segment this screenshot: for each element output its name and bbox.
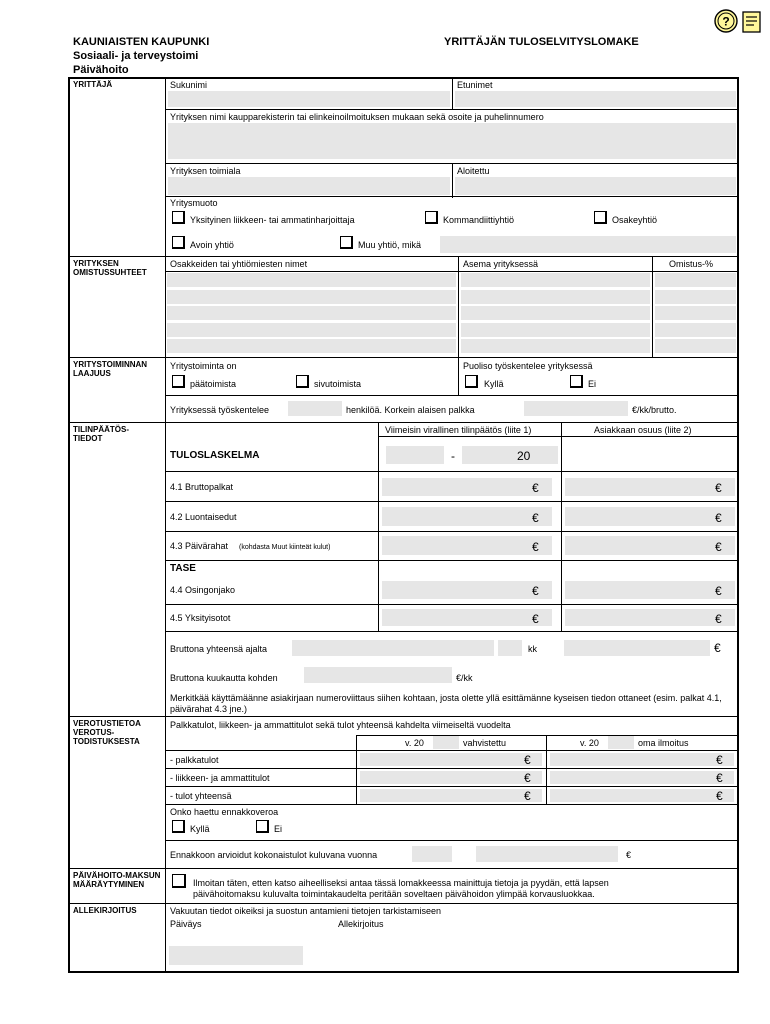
row-luontaisedut-field-1[interactable] — [382, 507, 552, 526]
row-paivarahat-field-2[interactable] — [565, 536, 735, 555]
label-ennakkovero-kylla: Kyllä — [190, 824, 210, 834]
row-yhteensa-field-2[interactable] — [550, 789, 734, 802]
header-nimet: Osakkeiden tai yhtiömiesten nimet — [170, 259, 308, 269]
row-separator — [166, 501, 738, 502]
row-bruttopalkat-euro-2: € — [715, 481, 722, 495]
yksityinen-checkbox[interactable] — [172, 211, 185, 224]
label-allekirjoitus: Allekirjoitus — [338, 919, 384, 929]
row-palkkatulot-field-1[interactable] — [360, 753, 542, 766]
row-separator — [166, 560, 738, 561]
owner-name-field[interactable] — [167, 273, 456, 287]
paivays-field[interactable] — [169, 946, 303, 965]
owner-position-field[interactable] — [461, 290, 650, 304]
label-henkiloa: henkilöä. Korkein alaisen palkka — [346, 405, 475, 415]
row-liikkeen-euro-1: € — [524, 771, 531, 785]
v1-year-field[interactable] — [433, 736, 459, 749]
puoliso-ei-checkbox[interactable] — [570, 375, 583, 388]
muu-field[interactable] — [440, 236, 736, 253]
row-osingonjako-field-1[interactable] — [382, 581, 552, 599]
owner-name-field[interactable] — [167, 306, 456, 320]
muu-checkbox[interactable] — [340, 236, 353, 249]
paatoimisto-checkbox[interactable] — [172, 375, 185, 388]
row-separator — [166, 786, 738, 787]
section-allekirjoitus: ALLEKIRJOITUS — [73, 906, 137, 915]
svg-text:?: ? — [722, 14, 730, 29]
row-yhteensa-field-1[interactable] — [360, 789, 542, 802]
row-paivarahat-euro-2: € — [715, 540, 722, 554]
label-puoliso-ei: Ei — [588, 379, 597, 389]
label-yksityinen: Yksityinen liikkeen- tai ammatinharjoittaja — [190, 215, 355, 225]
separator — [69, 256, 738, 257]
row-yksityisotot-field-2[interactable] — [565, 609, 735, 626]
label-arvioidut: Ennakkoon arvioidut kokonaistulot kuluvana vuonna — [170, 850, 378, 860]
header-asiakas: Asiakkaan osuus (liite 2) — [594, 425, 692, 435]
row-separator — [166, 768, 738, 769]
label-tyoskentelee: Yrityksessä työskentelee — [170, 405, 270, 415]
owner-position-field[interactable] — [461, 306, 650, 320]
row-liikkeen-label: - liikkeen- ja ammattitulot — [170, 773, 270, 783]
label-brutto-ajalta: Bruttona yhteensä ajalta — [170, 644, 268, 654]
row-paivarahat-note: (kohdasta Muut kiinteät kulut) — [239, 544, 331, 551]
label-paivays: Päiväys — [170, 919, 202, 929]
toimiala-field[interactable] — [168, 177, 450, 195]
row-luontaisedut-label: 4.2 Luontaisedut — [170, 512, 237, 522]
notes-icon[interactable] — [743, 12, 760, 32]
owner-name-field[interactable] — [167, 323, 456, 337]
label-verotus-heading: Palkkatulot, liikkeen- ja ammattitulot sekä tulot yhteensä kahdelta viimeiseltä vuodelta — [170, 720, 511, 730]
v1-suffix: vahvistettu — [463, 738, 507, 748]
brutto-asiakas-field[interactable] — [564, 640, 710, 656]
label-avoin: Avoin yhtiö — [190, 240, 234, 250]
v2-suffix: oma ilmoitus — [638, 738, 689, 748]
row-paivarahat-field-1[interactable] — [382, 536, 552, 555]
label-kommandiitti: Kommandiittiyhtiö — [443, 215, 515, 225]
euro-sign: € — [714, 641, 721, 655]
row-yhteensa-euro-1: € — [524, 789, 531, 803]
org-name: KAUNIAISTEN KAUPUNKI — [73, 36, 210, 48]
row-liikkeen-field-2[interactable] — [550, 771, 734, 784]
maksu-text-1: Ilmoitan täten, etten katso aiheelliseksi antaa tässä lomakkeessa mainittuja tietoja ja pyydän, että lapsen — [193, 878, 609, 888]
label-yritys-nimi: Yrityksen nimi kaupparekisterin tai elinkeinoilmoituksen mukaan sekä osoite ja puhelinnumero — [170, 112, 544, 122]
row-osingonjako-euro-1: € — [532, 584, 539, 598]
puoliso-kylla-checkbox[interactable] — [465, 375, 478, 388]
label-toiminta-on: Yritystoiminta on — [170, 361, 237, 371]
v2-year-field[interactable] — [608, 736, 634, 749]
section-divider — [165, 78, 166, 973]
row-yksityisotot-euro-1: € — [532, 612, 539, 626]
label-vakuutan: Vakuutan tiedot oikeiksi ja suostun antamieni tietojen tarkistamiseen — [170, 906, 441, 916]
henkilot-field[interactable] — [288, 401, 342, 416]
section-tilinpaatos: TILINPÄÄTÖS-TIEDOT — [73, 425, 129, 443]
separator — [69, 422, 738, 423]
label-etunimet: Etunimet — [457, 80, 493, 90]
aloitettu-field[interactable] — [455, 177, 736, 195]
help-question-icon[interactable] — [715, 10, 737, 32]
yritys-nimi-field[interactable] — [168, 123, 736, 159]
label-puoliso: Puoliso työskentelee yrityksessä — [463, 361, 593, 371]
label-ennakkovero-ei: Ei — [274, 824, 283, 834]
maksu-checkbox[interactable] — [172, 874, 186, 888]
brutto-kuukautta-field[interactable] — [304, 667, 452, 683]
label-sukunimi: Sukunimi — [170, 80, 208, 90]
row-bruttopalkat-label: 4.1 Bruttopalkat — [170, 482, 234, 492]
etunimet-field[interactable] — [455, 91, 736, 107]
maksu-text-2: päivähoitomaksu kuluvalta toimintakaudelta peritään soveltaen päivähoidon ylimpää korvausluokkaa. — [193, 889, 595, 899]
owner-share-field[interactable] — [655, 306, 736, 320]
arvioidut-field-2[interactable] — [476, 846, 618, 862]
label-tase: TASE — [170, 563, 196, 574]
period-start-field[interactable] — [386, 446, 444, 464]
euro-arvioidut: € — [626, 850, 632, 860]
row-yhteensa-label: - tulot yhteensä — [170, 791, 232, 801]
period-end-field[interactable] — [462, 446, 558, 464]
label-brutto-kuukautta: Bruttona kuukautta kohden — [170, 673, 278, 683]
section-yrittaja: YRITTÄJÄ — [73, 80, 113, 89]
arvioidut-field-1[interactable] — [412, 846, 452, 862]
palkka-field[interactable] — [524, 401, 628, 416]
section-laajuus: YRITYSTOIMINNAN LAAJUUS — [73, 360, 148, 378]
kommandiitti-checkbox[interactable] — [425, 211, 438, 224]
separator — [69, 357, 738, 358]
section-maksu: PÄIVÄHOITO-MAKSUN MÄÄRÄYTYMINEN — [73, 871, 161, 889]
label-puoliso-kylla: Kyllä — [484, 379, 504, 389]
brutto-ajalta-field[interactable] — [292, 640, 494, 656]
period-year: 20 — [517, 449, 531, 463]
org-department: Sosiaali- ja terveystoimi — [73, 50, 199, 62]
label-kk: kk — [528, 644, 537, 654]
label-paatoimisto: päätoimista — [190, 379, 237, 389]
separator — [69, 716, 738, 717]
row-separator — [166, 604, 738, 605]
row-liikkeen-field-1[interactable] — [360, 771, 542, 784]
row-separator — [166, 531, 738, 532]
label-yritysmuoto: Yritysmuoto — [170, 198, 218, 208]
header-omistus: Omistus-% — [669, 259, 714, 269]
row-palkkatulot-label: - palkkatulot — [170, 755, 219, 765]
period-dash: - — [451, 449, 455, 463]
owner-share-field[interactable] — [655, 273, 736, 287]
sivutoimista-checkbox[interactable] — [296, 375, 309, 388]
label-toimiala: Yrityksen toimiala — [170, 166, 241, 176]
owner-share-field[interactable] — [655, 323, 736, 337]
row-osingonjako-euro-2: € — [715, 584, 722, 598]
note-text: Merkitkää käyttämäänne asiakirjaan numeroviittaus siihen kohtaan, josta olette yllä esittämänne kyseisen tiedon ottaneet (esim. palkat 4.1, päivärahat 4.3 jne.) — [170, 693, 722, 714]
ennakkovero-ei-checkbox[interactable] — [256, 820, 269, 833]
v1-prefix: v. 20 — [405, 738, 424, 748]
toolbar-icons — [714, 9, 764, 40]
label-sivutoimista: sivutoimista — [314, 379, 362, 389]
row-separator — [166, 804, 738, 805]
owner-name-field[interactable] — [167, 339, 456, 353]
v2-prefix: v. 20 — [580, 738, 599, 748]
label-osakeyhtio: Osakeyhtiö — [612, 215, 658, 225]
sukunimi-field[interactable] — [168, 91, 450, 107]
owner-share-field[interactable] — [655, 290, 736, 304]
row-luontaisedut-euro-2: € — [715, 511, 722, 525]
label-kk-brutto: €/kk/brutto. — [632, 405, 677, 415]
ennakkovero-kylla-checkbox[interactable] — [172, 820, 185, 833]
label-aloitettu: Aloitettu — [457, 166, 490, 176]
header-asema: Asema yrityksessä — [463, 259, 539, 269]
owner-position-field[interactable] — [461, 339, 650, 353]
row-palkkatulot-field-2[interactable] — [550, 753, 734, 766]
row-palkkatulot-euro-2: € — [716, 753, 723, 767]
row-palkkatulot-euro-1: € — [524, 753, 531, 767]
section-omistus: YRITYKSEN OMISTUSSUHTEET — [73, 259, 147, 277]
org-unit: Päivähoito — [73, 64, 129, 76]
kk-field[interactable] — [498, 640, 522, 656]
row-bruttopalkat-field-1[interactable] — [382, 478, 552, 496]
separator — [69, 903, 738, 904]
row-liikkeen-euro-2: € — [716, 771, 723, 785]
avoin-checkbox[interactable] — [172, 236, 185, 249]
label-eur-kk: €/kk — [456, 673, 473, 683]
osakeyhtio-checkbox[interactable] — [594, 211, 607, 224]
row-yhteensa-euro-2: € — [716, 789, 723, 803]
separator — [69, 868, 738, 869]
owner-position-field[interactable] — [461, 323, 650, 337]
owner-position-field[interactable] — [461, 273, 650, 287]
owner-share-field[interactable] — [655, 339, 736, 353]
row-luontaisedut-euro-1: € — [532, 511, 539, 525]
row-yksityisotot-label: 4.5 Yksityisotot — [170, 613, 231, 623]
row-osingonjako-field-2[interactable] — [565, 581, 735, 599]
row-osingonjako-label: 4.4 Osingonjako — [170, 585, 236, 595]
row-yksityisotot-field-1[interactable] — [382, 609, 552, 626]
row-bruttopalkat-euro-1: € — [532, 481, 539, 495]
label-tuloslaskelma: TULOSLASKELMA — [170, 450, 260, 461]
row-paivarahat-label: 4.3 Päivärahat — [170, 541, 229, 551]
label-ennakkovero: Onko haettu ennakkoveroa — [170, 807, 279, 817]
label-muu: Muu yhtiö, mikä — [358, 240, 422, 250]
row-yksityisotot-euro-2: € — [715, 612, 722, 626]
row-luontaisedut-field-2[interactable] — [565, 507, 735, 526]
owner-name-field[interactable] — [167, 290, 456, 304]
section-verotus: VEROTUSTIETOA VEROTUS-TODISTUKSESTA — [73, 719, 141, 746]
row-paivarahat-euro-1: € — [532, 540, 539, 554]
form-title: YRITTÄJÄN TULOSELVITYSLOMAKE — [444, 36, 639, 48]
header-tilinpaatos: Viimeisin virallinen tilinpäätös (liite 1) — [385, 425, 532, 435]
row-bruttopalkat-field-2[interactable] — [565, 478, 735, 496]
